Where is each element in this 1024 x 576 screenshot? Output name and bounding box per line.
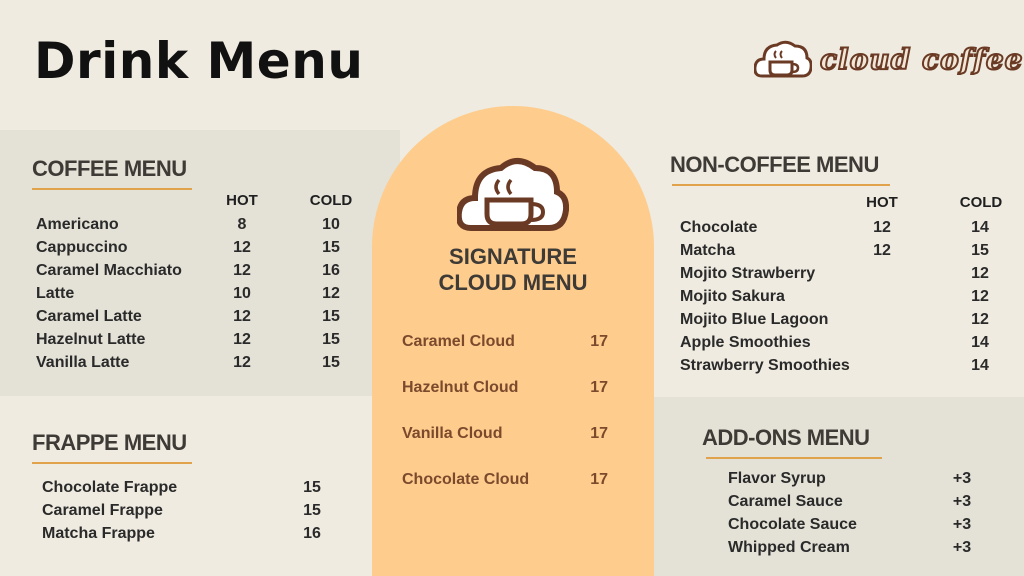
item-name: Caramel Frappe [42, 502, 163, 519]
menu-row [36, 216, 340, 234]
item-name: Whipped Cream [728, 539, 850, 556]
item-name: Chocolate Sauce [728, 516, 857, 533]
coffee-cold-header: COLD [309, 192, 353, 209]
signature-menu-title [372, 244, 654, 296]
item-name: Apple Smoothies [680, 334, 811, 351]
item-name: Matcha Frappe [42, 525, 155, 542]
signature-menu-row [402, 425, 624, 443]
menu-row [680, 334, 989, 352]
addons-menu-underline [706, 457, 882, 459]
price: 16 [303, 525, 321, 542]
item-name: Flavor Syrup [728, 470, 826, 487]
menu-row [36, 285, 340, 303]
item-name: Matcha [680, 242, 736, 259]
hot-price: 12 [233, 262, 251, 279]
item-name: Latte [36, 285, 75, 302]
cold-price: 12 [971, 265, 989, 282]
page-title: Drink Menu [34, 32, 364, 90]
cold-price: 15 [322, 308, 340, 325]
item-name: Caramel Sauce [728, 493, 843, 510]
cold-price: 14 [971, 357, 989, 374]
hot-price: 10 [233, 285, 251, 302]
menu-row [728, 516, 972, 534]
menu-row [36, 331, 340, 349]
item-name: Cappuccino [36, 239, 128, 256]
item-name: Americano [36, 216, 119, 233]
noncoffee-menu-title: NON-COFFEE MENU [670, 152, 879, 177]
cold-price: 12 [971, 288, 989, 305]
menu-row [36, 262, 340, 280]
item-name: Caramel Cloud [402, 333, 515, 350]
signature-menu-row [402, 333, 624, 351]
price: 17 [590, 333, 608, 350]
price: +3 [952, 539, 972, 556]
signature-title-line2: CLOUD MENU [438, 270, 588, 295]
hot-price: 12 [233, 308, 251, 325]
price: 17 [590, 379, 608, 396]
menu-row [36, 354, 340, 372]
menu-row [42, 525, 321, 543]
coffee-menu-underline [32, 188, 192, 190]
item-name: Caramel Latte [36, 308, 142, 325]
signature-title-line1: SIGNATURE [449, 244, 577, 269]
coffee-menu-title: COFFEE MENU [32, 156, 187, 181]
brand-logo [754, 38, 1024, 80]
hot-price: 12 [873, 219, 891, 236]
cold-price: 12 [322, 285, 340, 302]
menu-row [680, 357, 989, 375]
item-name: Caramel Macchiato [36, 262, 182, 279]
item-name: Vanilla Cloud [402, 425, 503, 442]
price: +3 [952, 493, 972, 510]
cold-price: 14 [971, 219, 989, 236]
signature-cloud-cup-icon [457, 152, 569, 234]
menu-row [42, 479, 321, 497]
hot-price: 12 [233, 239, 251, 256]
coffee-hot-header: HOT [226, 192, 258, 209]
item-name: Hazelnut Cloud [402, 379, 519, 396]
cold-price: 16 [322, 262, 340, 279]
menu-row [728, 493, 972, 511]
menu-row [42, 502, 321, 520]
menu-row [680, 219, 989, 237]
menu-row [36, 308, 340, 326]
noncoffee-cold-header: COLD [959, 194, 1003, 211]
menu-row [680, 288, 989, 306]
addons-menu-title: ADD-ONS MENU [702, 425, 870, 450]
noncoffee-menu-underline [672, 184, 890, 186]
price: 17 [590, 471, 608, 488]
menu-row [680, 242, 989, 260]
item-name: Chocolate [680, 219, 758, 236]
menu-row [728, 470, 972, 488]
item-name: Mojito Blue Lagoon [680, 311, 829, 328]
cold-price: 15 [322, 354, 340, 371]
item-name: Chocolate Frappe [42, 479, 178, 496]
item-name: Mojito Strawberry [680, 265, 816, 282]
hot-price: 12 [233, 354, 251, 371]
noncoffee-hot-header: HOT [866, 194, 898, 211]
frappe-menu-title: FRAPPE MENU [32, 430, 187, 455]
cold-price: 12 [971, 311, 989, 328]
menu-row [36, 239, 340, 257]
price: 15 [303, 502, 321, 519]
signature-menu-row [402, 379, 624, 397]
item-name: Strawberry Smoothies [680, 357, 850, 374]
hot-price: 8 [237, 216, 247, 233]
price: +3 [952, 516, 972, 533]
menu-row [728, 539, 972, 557]
cold-price: 15 [322, 331, 340, 348]
cold-price: 14 [971, 334, 989, 351]
item-name: Vanilla Latte [36, 354, 130, 371]
menu-row [680, 311, 989, 329]
cold-price: 15 [971, 242, 989, 259]
menu-row [680, 265, 989, 283]
cold-price: 15 [322, 239, 340, 256]
frappe-menu-underline [32, 462, 192, 464]
signature-menu-row [402, 471, 624, 489]
brand-name: cloud coffee [820, 42, 1024, 76]
price: +3 [952, 470, 972, 487]
hot-price: 12 [873, 242, 891, 259]
item-name: Mojito Sakura [680, 288, 785, 305]
item-name: Hazelnut Latte [36, 331, 146, 348]
price: 15 [303, 479, 321, 496]
cloud-coffee-cup-icon [754, 38, 812, 80]
item-name: Chocolate Cloud [402, 471, 530, 488]
cold-price: 10 [322, 216, 340, 233]
price: 17 [590, 425, 608, 442]
hot-price: 12 [233, 331, 251, 348]
